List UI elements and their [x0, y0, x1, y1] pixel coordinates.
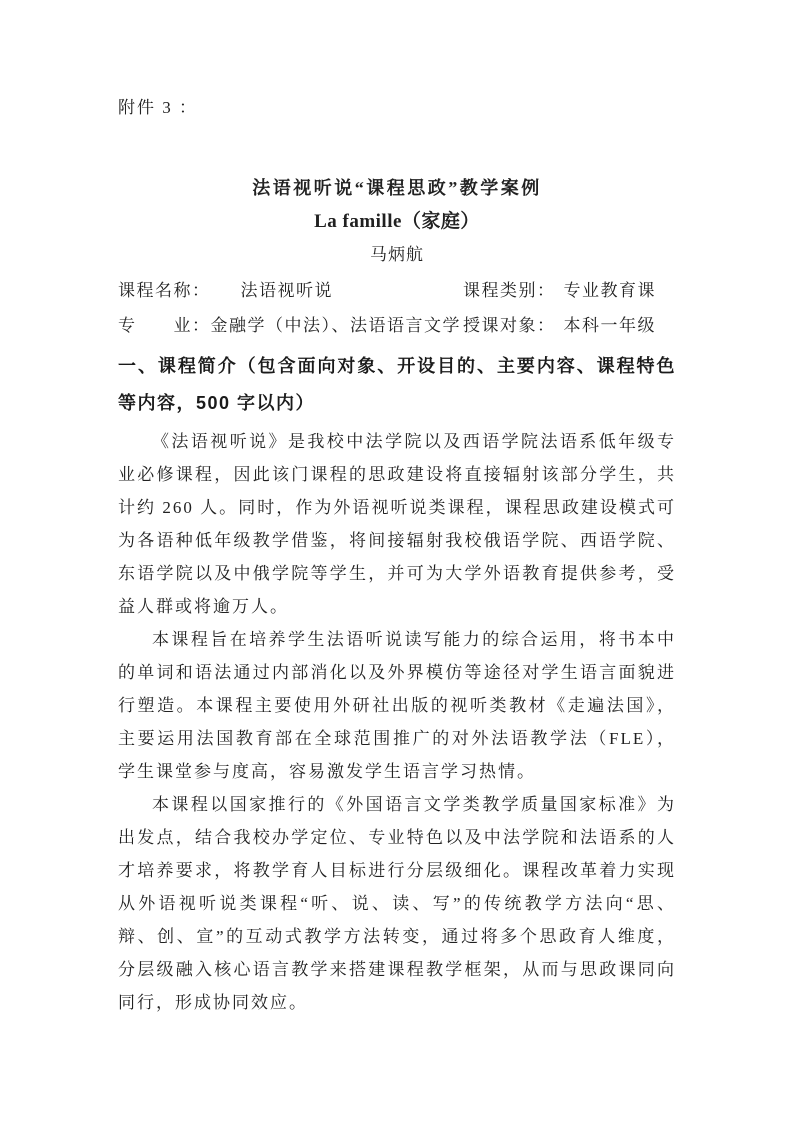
author-name: 马炳航 [370, 245, 424, 264]
major-cell [118, 309, 463, 342]
course-type-label: 课程类别： [463, 281, 556, 300]
paragraph-course-content: 本课程旨在培养学生法语听说读写能力的综合运用，将书本中的单词和语法通过内部消化以及外界模仿等途径对学生语言面貌进行塑造。本课程主要使用外研社出版的视听类教材《走遍法国》，主要运用法国教育部在全球范围推广的对外法语教学法（FLE），学生课堂参与度高，容易激发学生语言学习热情。 [118, 630, 676, 781]
course-info-row-1 [118, 274, 676, 307]
major-label: 专 业： [118, 316, 211, 335]
section-heading-course-intro: 一、课程简介（包含面向对象、开设目的、主要内容、课程特色等内容，500 字以内） [118, 356, 676, 413]
course-name-cell [118, 274, 463, 307]
attachment-label: 附件 3 ： [118, 98, 198, 117]
course-type-value: 专业教育课 [563, 281, 656, 300]
paragraph-course-reform: 本课程以国家推行的《外国语言文学类教学质量国家标准》为出发点，结合我校办学定位、专业特色以及中法学院和法语系的人才培养要求，将教学育人目标进行分层级细化。课程改革着力实现从外语视听说类课程“听、说、读、写”的传统教学方法向“思、辩、创、宣”的互动式教学方法转变，通过将多个思政育人维度，分层级融入核心语言教学来搭建课程教学框架，从而与思政课同向同行，形成协同效应。 [118, 795, 676, 1012]
major-value: 金融学（中法）、法语语言文学 [210, 316, 461, 335]
audience-cell [463, 309, 676, 342]
paragraph-course-audience: 《法语视听说》是我校中法学院以及西语学院法语系低年级专业必修课程，因此该门课程的思政建设将直接辐射该部分学生，共计约 260 人。同时，作为外语视听说类课程，课程思政建设模式可为各语种低年级教学借鉴，将间接辐射我校俄语学院、西语学院、东语学院以及中俄学院等学生，并可为大学外语教育提供参考，受益人群或将逾万人。 [118, 432, 676, 616]
audience-value: 本科一年级 [563, 316, 656, 335]
course-type-cell [463, 274, 676, 307]
course-name-label: 课程名称： [118, 281, 211, 300]
course-info-row-2 [118, 309, 676, 342]
course-name-value: 法语视听说 [240, 281, 333, 300]
document-subtitle: La famille（家庭） [314, 211, 480, 232]
audience-label: 授课对象： [463, 316, 556, 335]
document-title: 法语视听说“课程思政”教学案例 [252, 178, 542, 198]
